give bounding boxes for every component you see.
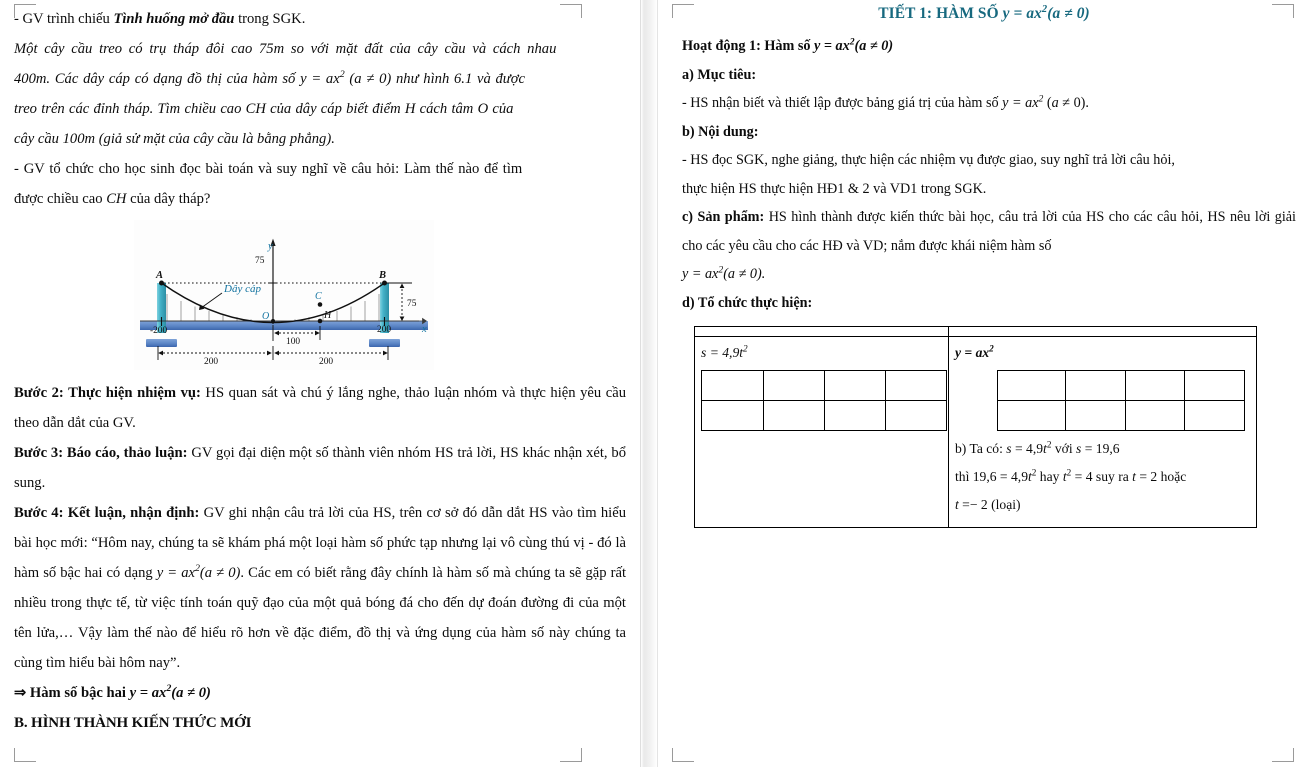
blank-row-s-v2 <box>886 401 947 431</box>
step-4-text-7: chúng ta cùng tìm hiểu bài hôm nay”. <box>14 625 626 671</box>
gv-question-line-1 <box>14 154 626 184</box>
label-C: C <box>315 291 322 302</box>
point-B <box>382 281 387 286</box>
section-c-label: c) Sản phẩm: <box>682 209 765 225</box>
san-pham-text-2: hỏi, HS nêu lời giải cho các yêu cầu cho các HĐ và VD; nắm được khái niệm hàm số <box>682 209 1297 254</box>
blank-row-t-label <box>702 371 764 401</box>
problem-line-2 <box>14 64 626 94</box>
blank-row-s-v1 <box>825 401 886 431</box>
problem-text-2b: như hình 6.1 và được <box>396 71 526 87</box>
right-page-body <box>658 0 1306 767</box>
intro-emphasis: Tình huống mở đầu <box>113 11 235 27</box>
answer-values-table <box>997 370 1245 431</box>
formula-muc-tieu: $y = ax^2$ <box>1002 93 1044 111</box>
table-header-gv-hs <box>695 327 949 337</box>
answer-heading-1 <box>955 339 1250 367</box>
table-header-san-pham <box>949 327 1257 337</box>
step-4-text-1: GV ghi nhận câu trả lời của HS, trên cơ sở đó dẫn dắt <box>199 505 525 521</box>
activity-heading <box>672 32 1296 61</box>
label-day-cap: Dây cáp <box>224 283 261 295</box>
san-pham-text-1: HS hình thành được kiến thức bài học, câu trả lời của HS cho các câu <box>764 209 1177 225</box>
part-b-line-3: t =− 2 (loại) <box>955 497 1021 512</box>
gv-question-line-2 <box>14 184 626 214</box>
label-B: B <box>379 270 387 281</box>
activity-label: Hoạt động 1: Hàm số <box>682 38 815 54</box>
intro-line <box>14 4 626 34</box>
blank-row-s-v0 <box>764 401 825 431</box>
answer-row-t-v1 <box>1125 371 1185 401</box>
tower-base-left <box>146 339 177 347</box>
point-H <box>318 319 323 324</box>
answer-row-s-label <box>998 401 1066 431</box>
activity-table <box>694 326 1257 528</box>
cell-gv-hs <box>695 337 949 528</box>
label-y-axis: y <box>268 241 273 252</box>
problem-text-2a: 400m. Các dây cáp có dạng đồ thị của hàm số <box>14 71 301 87</box>
section-b-label: b) Nội dung: <box>682 123 759 140</box>
intro-suffix: trong SGK. <box>234 11 306 27</box>
conclusion-line <box>14 678 626 708</box>
label-A: A <box>156 270 164 281</box>
formula-y-ax2-answer: $y = ax^2$ <box>955 343 994 360</box>
answer-row-s-v1 <box>1125 401 1185 431</box>
label-neg-200: -200 <box>150 326 168 336</box>
point-A <box>159 281 164 286</box>
formula-y-ax2-inline-2: $y = ax^2(a \ne 0)$ <box>156 563 241 581</box>
point-O <box>271 319 275 323</box>
gv-question-text-2a: được chiều cao <box>14 191 107 207</box>
gv-question-text-1: - GV tổ chức cho học sinh đọc bài toán và suy nghĩ về câu hỏi: Làm thế nào để tìm <box>14 161 523 177</box>
label-O: O <box>262 311 270 322</box>
blank-table-row-t <box>702 371 947 401</box>
table-header-row <box>695 327 1257 337</box>
figure-suspension-bridge <box>134 220 434 370</box>
section-d-label: d) Tổ chức thực hiện: <box>682 294 813 311</box>
problem-line-1 <box>14 34 626 64</box>
formula-y-ax2-bold: $y = ax^2(a \ne 0)$ <box>129 683 211 701</box>
muc-tieu-body <box>672 89 1296 118</box>
answer-row-s-v0 <box>1066 401 1126 431</box>
label-200-x: 200 <box>377 325 392 335</box>
blank-row-t-v0 <box>764 371 825 401</box>
san-pham-paragraph <box>672 203 1296 260</box>
formula-san-pham: $y = ax^2(a \ne 0)$. <box>682 264 766 282</box>
blank-table-row-s <box>702 401 947 431</box>
step-3-paragraph <box>14 438 626 498</box>
part-b-line-1: b) Ta có: $s = 4,9t^2$ với s = 19,6 <box>955 439 1120 456</box>
problem-italic-line-4 <box>701 339 942 367</box>
step-4-text-3b: . Các em <box>240 565 293 581</box>
page-title <box>672 2 1296 26</box>
step-3-label: Bước 3: Báo cáo, thảo luận: <box>14 445 188 461</box>
problem-line-3 <box>14 94 626 124</box>
tower-base-right <box>369 339 400 347</box>
point-C <box>318 302 323 307</box>
label-100: 100 <box>286 337 301 347</box>
answer-table-row-t <box>998 371 1245 401</box>
part-b-line-2: thì $19,6 = 4,9t^2$ hay $t^2 = 4$ suy ra t = 2 hoặc <box>955 467 1187 484</box>
page-title-text: TIẾT 1: HÀM SỐ <box>878 5 999 22</box>
step-4-text-4: có biết rằng đây chính là hàm số mà chúng ta sẽ gặp rất nhiều trong thực tế, từ việc <box>14 565 627 611</box>
blank-values-table <box>701 370 947 431</box>
problem-text-4: cây cầu 100m (giả sử mặt của cây cầu là bằng phẳng). <box>14 131 335 147</box>
table-body-row <box>695 337 1257 528</box>
bridge-diagram-svg <box>134 220 434 370</box>
step-2-paragraph <box>14 378 626 438</box>
activity-formula: $y = ax^2(a \ne 0)$ <box>814 36 894 54</box>
blank-row-s-label <box>702 401 764 431</box>
answer-table-row-s <box>998 401 1245 431</box>
step-4-text-2: HS vào tìm hiểu bài học mới: “Hôm nay, chúng ta sẽ khám phá một loại hàm số phức <box>14 505 626 551</box>
answer-row-s-v2 <box>1185 401 1245 431</box>
formula-s-4-9t2: $s = 4,9t^2$ <box>701 343 748 360</box>
left-page-body <box>0 0 640 767</box>
step-2-text: HS quan sát và chú ý lắng nghe, thảo luận nhóm và thực hiện yêu cầu theo dẫn dắt của GV. <box>14 385 626 431</box>
label-75-right: 75 <box>407 299 417 309</box>
answer-row-t-label <box>998 371 1066 401</box>
page-gutter <box>640 0 658 767</box>
page-title-formula: $y = ax^2(a \ne 0)$ <box>1002 3 1090 22</box>
muc-tieu-text-a: - HS nhận biết và thiết lập được bảng giá trị của hàm số <box>682 95 1003 111</box>
gv-question-ch: CH <box>106 191 127 207</box>
step-2-label: Bước 2: Thực hiện nhiệm vụ: <box>14 385 201 401</box>
label-x-axis: x <box>422 324 427 335</box>
label-200-right: 200 <box>319 357 334 367</box>
label-200-left: 200 <box>204 357 219 367</box>
step-4-text-6: Vậy làm thế nào để hiểu rõ hơn về đặc điểm, đồ thị và ứng dụng của hàm số này <box>77 625 571 641</box>
problem-text-1: Một cây cầu treo có trụ tháp đôi cao 75m so với mặt đất của cây cầu và cách nhau <box>14 41 557 57</box>
san-pham-formula-line <box>672 260 1296 289</box>
step-3-text: GV gọi đại diện một số thành viên nhóm HS trả lời, HS khác nhận xét, bổ sung. <box>14 445 626 491</box>
section-heading-b: B. HÌNH THÀNH KIẾN THỨC MỚI <box>14 715 252 731</box>
label-75-top: 75 <box>255 256 265 266</box>
step-4-text-5: tính toán quỹ đạo của một quả bóng đá cho đến dự đoán đường đi của một tên lửa,… <box>14 595 626 641</box>
blank-row-t-v2 <box>886 371 947 401</box>
cell-san-pham <box>949 337 1257 528</box>
noi-dung-line-2: thực hiện HS thực hiện HĐ1 & 2 và VD1 trong SGK. <box>682 180 987 197</box>
conclusion-prefix: ⇒ Hàm số bậc hai <box>14 685 130 701</box>
formula-y-ax2-inline-1: $y = ax^2$ (a ≠ 0) <box>300 69 396 87</box>
step-4-paragraph <box>14 498 626 678</box>
gv-question-text-2c: của dây tháp? <box>126 191 211 207</box>
muc-tieu-text-c: (a ≠ 0). <box>1043 95 1089 111</box>
intro-prefix: - GV trình chiếu <box>14 11 114 27</box>
step-4-text-3a: tạp nhưng lại vô cùng thú vị - đó là hàm số bậc hai có dạng <box>14 535 627 581</box>
noi-dung-line-1: - HS đọc SGK, nghe giảng, thực hiện các nhiệm vụ được giao, suy nghĩ trả lời câu hỏi, <box>682 152 1175 168</box>
answer-row-t-v0 <box>1066 371 1126 401</box>
problem-text-3: treo trên các đỉnh tháp. Tìm chiều cao CH của dây cáp biết điểm H cách tâm O của <box>14 101 514 117</box>
section-a-label: a) Mục tiêu: <box>682 66 757 83</box>
answer-row-t-v2 <box>1185 371 1245 401</box>
problem-line-4 <box>14 124 626 154</box>
label-H: H <box>324 310 332 321</box>
blank-row-t-v1 <box>825 371 886 401</box>
step-4-label: Bước 4: Kết luận, nhận định: <box>14 505 200 521</box>
